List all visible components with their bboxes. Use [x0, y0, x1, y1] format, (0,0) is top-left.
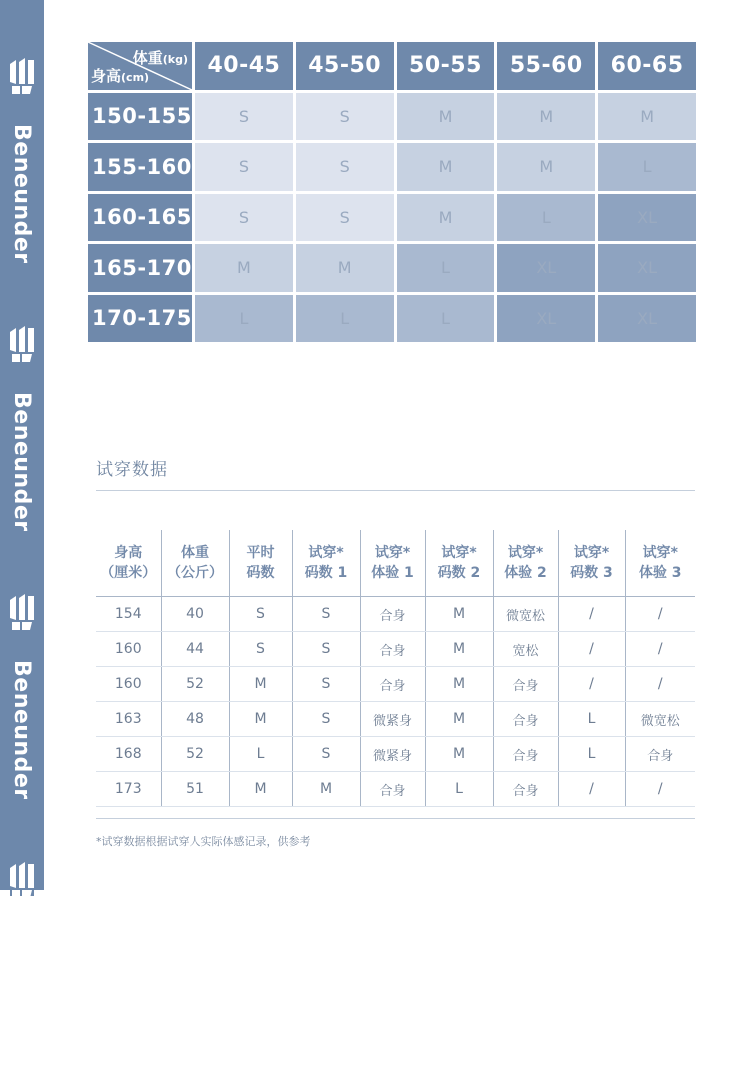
table-cell: S	[292, 737, 360, 772]
size-chart	[88, 42, 696, 342]
table-cell: 52	[161, 737, 229, 772]
brand-logo	[0, 594, 44, 809]
table-cell: /	[625, 667, 695, 702]
table-cell: 合身	[360, 667, 425, 702]
brand-mark-icon	[8, 58, 36, 106]
table-cell: 合身	[360, 632, 425, 667]
table-cell: /	[625, 772, 695, 807]
brand-logo	[0, 58, 44, 273]
size-cell: M	[397, 93, 495, 141]
footnote: *试穿数据根据试穿人实际体感记录，供参考	[96, 835, 311, 848]
size-cell: L	[397, 244, 495, 292]
height-row-header: 150-155	[88, 93, 192, 141]
table-cell: M	[229, 772, 292, 807]
column-header: 试穿* 码数 1	[292, 530, 360, 597]
brand-logo	[0, 862, 44, 1077]
table-cell: M	[425, 667, 493, 702]
table-cell: 48	[161, 702, 229, 737]
weight-column-header: 45-50	[296, 42, 394, 90]
table-cell: /	[558, 597, 625, 632]
table-cell: M	[425, 702, 493, 737]
column-header: 试穿* 码数 2	[425, 530, 493, 597]
brand-wordmark: Beneunder	[9, 660, 34, 800]
size-cell: S	[195, 143, 293, 191]
height-row-header: 155-160	[88, 143, 192, 191]
brand-mark-icon	[8, 862, 36, 910]
size-cell: M	[497, 143, 595, 191]
table-cell: /	[558, 632, 625, 667]
size-cell: M	[195, 244, 293, 292]
table-cell: S	[229, 632, 292, 667]
brand-strip	[0, 0, 44, 1068]
height-row-header: 160-165	[88, 194, 192, 242]
table-cell: /	[625, 632, 695, 667]
brand-logo	[0, 326, 44, 541]
size-cell: L	[598, 143, 696, 191]
table-cell: M	[229, 702, 292, 737]
table-cell: /	[558, 667, 625, 702]
table-cell: M	[425, 737, 493, 772]
table-cell: 44	[161, 632, 229, 667]
table-row	[96, 667, 695, 702]
brand-wordmark: Beneunder	[9, 124, 34, 264]
table-cell: 合身	[625, 737, 695, 772]
column-header: 平时 码数	[229, 530, 292, 597]
table-cell: 合身	[493, 737, 558, 772]
height-row-header: 165-170	[88, 244, 192, 292]
size-cell: S	[296, 93, 394, 141]
size-cell: M	[397, 143, 495, 191]
column-header: 试穿* 体验 1	[360, 530, 425, 597]
size-cell: L	[497, 194, 595, 242]
table-cell: S	[292, 667, 360, 702]
table-cell: M	[229, 667, 292, 702]
size-cell: XL	[497, 244, 595, 292]
table-row	[96, 772, 695, 807]
table-cell: 微宽松	[625, 702, 695, 737]
table-row	[96, 597, 695, 632]
table-row	[96, 632, 695, 667]
table-cell: L	[558, 737, 625, 772]
try-on-header-row	[96, 530, 695, 597]
size-cell: XL	[497, 295, 595, 343]
weight-column-header: 55-60	[497, 42, 595, 90]
table-cell: 173	[96, 772, 161, 807]
size-cell: L	[397, 295, 495, 343]
height-axis-label: 身高(cm)	[91, 66, 150, 85]
size-cell: M	[598, 93, 696, 141]
column-header: 试穿* 码数 3	[558, 530, 625, 597]
table-cell: 合身	[493, 772, 558, 807]
column-header: 试穿* 体验 3	[625, 530, 695, 597]
brand-mark-icon	[8, 326, 36, 374]
table-cell: 160	[96, 632, 161, 667]
size-cell: S	[195, 93, 293, 141]
table-cell: /	[558, 772, 625, 807]
try-on-table	[96, 530, 695, 807]
table-cell: 合身	[360, 772, 425, 807]
table-row	[96, 737, 695, 772]
table-cell: 168	[96, 737, 161, 772]
table-cell: M	[425, 632, 493, 667]
size-cell: M	[296, 244, 394, 292]
weight-axis-label: 体重(kg)	[132, 49, 188, 67]
table-cell: 合身	[493, 667, 558, 702]
table-cell: L	[229, 737, 292, 772]
table-cell: /	[625, 597, 695, 632]
size-cell: L	[296, 295, 394, 343]
table-cell: 163	[96, 702, 161, 737]
height-row-header: 170-175	[88, 295, 192, 343]
table-cell: 微紧身	[360, 702, 425, 737]
size-cell: XL	[598, 295, 696, 343]
size-cell: M	[397, 194, 495, 242]
size-cell: M	[497, 93, 595, 141]
table-cell: L	[425, 772, 493, 807]
table-cell: S	[292, 702, 360, 737]
table-cell: 微紧身	[360, 737, 425, 772]
table-cell: 160	[96, 667, 161, 702]
size-cell: XL	[598, 244, 696, 292]
brand-wordmark: Beneunder	[9, 392, 34, 532]
table-cell: S	[292, 632, 360, 667]
size-cell: S	[296, 194, 394, 242]
table-cell: M	[425, 597, 493, 632]
weight-column-header: 50-55	[397, 42, 495, 90]
table-cell: 微宽松	[493, 597, 558, 632]
size-cell: S	[195, 194, 293, 242]
divider	[96, 818, 695, 819]
table-cell: 合身	[493, 702, 558, 737]
table-cell: M	[292, 772, 360, 807]
table-cell: 52	[161, 667, 229, 702]
table-cell: 51	[161, 772, 229, 807]
table-cell: 40	[161, 597, 229, 632]
size-chart-corner-header	[88, 42, 192, 90]
table-cell: L	[558, 702, 625, 737]
table-cell: S	[292, 597, 360, 632]
weight-column-header: 60-65	[598, 42, 696, 90]
table-cell: 154	[96, 597, 161, 632]
size-cell: XL	[598, 194, 696, 242]
brand-mark-icon	[8, 594, 36, 642]
divider	[96, 490, 695, 491]
size-cell: L	[195, 295, 293, 343]
table-cell: 宽松	[493, 632, 558, 667]
brand-wordmark: Beneunder	[9, 928, 34, 1068]
table-cell: S	[229, 597, 292, 632]
try-on-title: 试穿数据	[96, 460, 168, 480]
column-header: 试穿* 体验 2	[493, 530, 558, 597]
weight-column-header: 40-45	[195, 42, 293, 90]
table-cell: 合身	[360, 597, 425, 632]
column-header: 体重 （公斤）	[161, 530, 229, 597]
column-header: 身高 （厘米）	[96, 530, 161, 597]
table-row	[96, 702, 695, 737]
size-cell: S	[296, 143, 394, 191]
